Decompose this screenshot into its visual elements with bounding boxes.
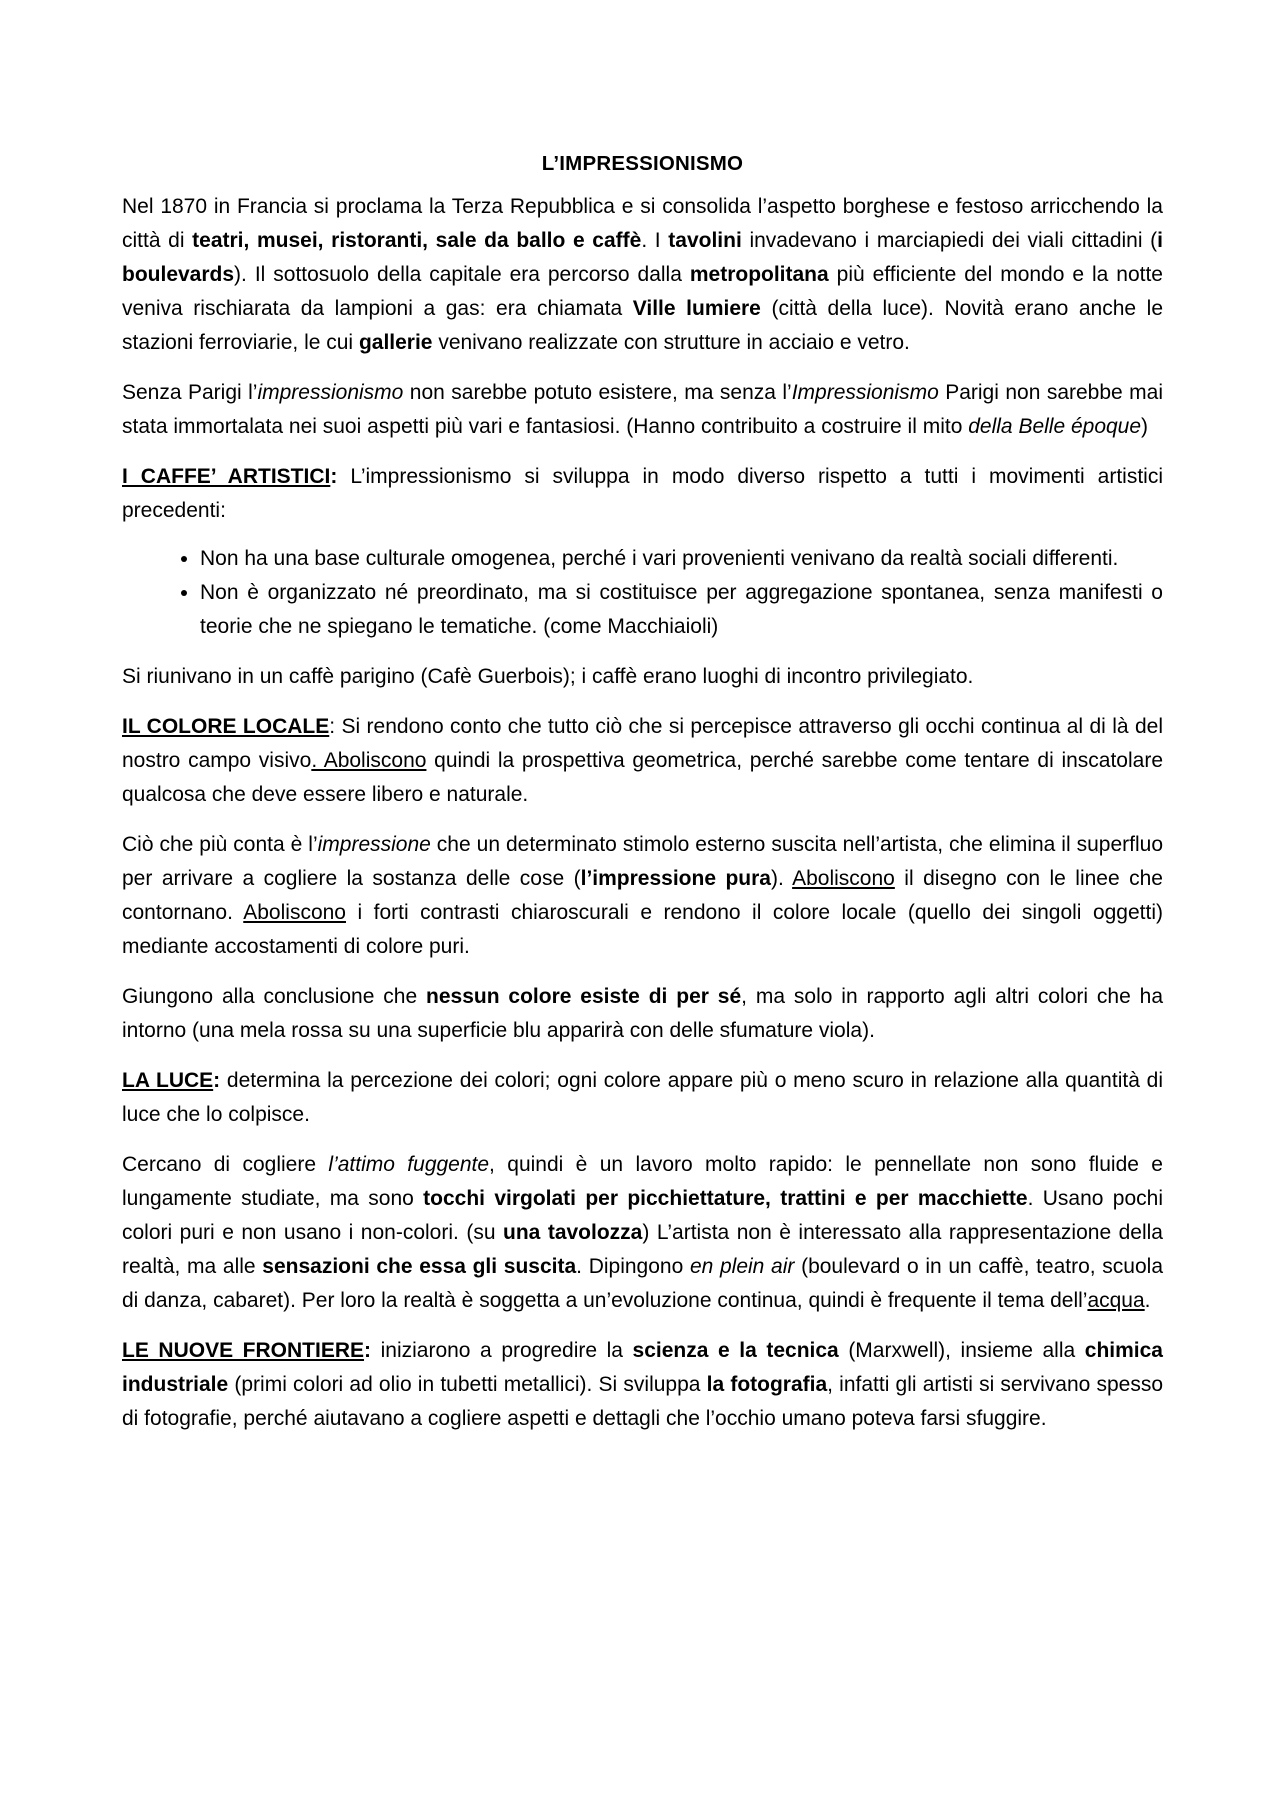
bold-text: : [213, 1069, 221, 1092]
bold-text: teatri, musei, ristoranti, sale da ballo e caffè [192, 229, 642, 252]
text: ). Il sottosuolo della capitale era percorso dalla [234, 263, 690, 286]
bold-text: i boulevards [122, 229, 1164, 286]
text: Parigi non sarebbe mai stata immortalata nei suoi aspetti più vari e fantasiosi. (Hanno contribuito a costruire il mito [122, 381, 1163, 438]
italic-text: l’attimo fuggente [328, 1153, 490, 1176]
text: Ciò che più conta è l’ [122, 833, 318, 856]
text: L’impressionismo si sviluppa in modo diverso rispetto a tutti i movimenti artistici precedenti: [122, 465, 1163, 522]
italic-text: en plein air [689, 1255, 795, 1278]
text: , quindi è un lavoro molto rapido: le pennellate non sono fluide e lungamente studiate, ma sono [122, 1153, 1163, 1210]
paragraph-paris [122, 376, 1163, 444]
text: , ma solo in rapporto agli altri colori che ha intorno (una mela rossa su una superficie blu apparirà con delle sfumature viola). [122, 985, 1163, 1042]
italic-text: della Belle époque [968, 415, 1142, 438]
bold-text: chimica industriale [122, 1339, 1163, 1396]
text: , infatti gli artisti si servivano spesso di fotografie, perché aiutavano a cogliere aspetti e dettagli che l’occhio umano poteva farsi sfuggire. [122, 1373, 1164, 1430]
bold-text: una tavolozza [503, 1221, 643, 1244]
text: ) [1141, 415, 1149, 438]
text: determina la percezione dei colori; ogni colore appare più o meno scuro in relazione alla quantità di luce che lo colpisce. [122, 1069, 1163, 1126]
text: . Usano pochi colori puri e non usano i non-colori. (su [122, 1187, 1163, 1244]
text: Giungono alla conclusione che [122, 985, 427, 1008]
text: . Dipingono [576, 1255, 690, 1278]
list-item: • Non è organizzato né preordinato, ma si costituisce per aggregazione spontanea, senza manifesti o teorie che ne spiegano le tematiche. (come Macchiaioli) [200, 576, 1163, 644]
bullet-list [122, 542, 1163, 644]
bold-text: : [364, 1339, 372, 1362]
text: . I [641, 229, 669, 252]
text: : Si rendono conto che tutto ciò che si percepisce attraverso gli occhi continua al di là del nostro campo visivo [122, 715, 1163, 772]
text: invadevano i marciapiedi dei viali cittadini ( [741, 229, 1158, 252]
list-item: • Non ha una base culturale omogenea, perché i vari provenienti venivano da realtà sociali differenti. [200, 542, 1163, 576]
text: il disegno con le linee che contornano. [122, 867, 1163, 924]
paragraph-intro [122, 190, 1163, 360]
section-heading: I CAFFE’ ARTISTICI [122, 465, 331, 488]
text: i forti contrasti chiaroscurali e rendono il colore locale (quello dei singoli oggetti) mediante accostamenti di colore puri. [122, 901, 1163, 958]
bold-text: Ville lumiere [632, 297, 761, 320]
text: (Marxwell), insieme alla [838, 1339, 1085, 1362]
italic-text: impressione [317, 833, 431, 856]
section-heading: LA LUCE [122, 1069, 214, 1092]
text: Nel 1870 in Francia si proclama la Terza Repubblica e si consolida l’aspetto borghese e festoso arricchendo la città di [122, 195, 1163, 252]
paragraph-conclusione [122, 980, 1163, 1048]
bold-text: gallerie [358, 331, 433, 354]
bold-text: metropolitana [689, 263, 829, 286]
text: ). [770, 867, 793, 890]
paragraph-nuove-frontiere [122, 1334, 1163, 1436]
paragraph-impressione [122, 828, 1163, 964]
underlined-text: Aboliscono [243, 901, 346, 924]
paragraph-attimo-fuggente [122, 1148, 1163, 1318]
text: ) L’artista non è interessato alla rappresentazione della realtà, ma alle [122, 1221, 1163, 1278]
text: (città della luce). Novità erano anche le stazioni ferroviarie, le cui [122, 297, 1163, 354]
text: quindi la prospettiva geometrica, perché sarebbe come tentare di inscatolare qualcosa che deve essere libero e naturale. [122, 749, 1163, 806]
bold-text: la fotografia [706, 1373, 828, 1396]
italic-text: Impressionismo [791, 381, 939, 404]
text: (boulevard o in un caffè, teatro, scuola di danza, cabaret). Per loro la realtà è soggetta a un’evoluzione continua, quindi è frequente il tema dell’ [122, 1255, 1164, 1312]
underlined-text: . Aboliscono [311, 749, 427, 772]
underlined-text: Aboliscono [792, 867, 895, 890]
text: che un determinato stimolo esterno suscita nell’artista, che elimina il superfluo per arrivare a cogliere la sostanza delle cose ( [122, 833, 1163, 890]
text: iniziarono a progredire la [371, 1339, 633, 1362]
text: non sarebbe potuto esistere, ma senza l’ [403, 381, 792, 404]
bold-text: sensazioni che essa gli suscita [262, 1255, 577, 1278]
section-heading: IL COLORE LOCALE [122, 715, 330, 738]
bold-text: scienza e la tecnica [632, 1339, 839, 1362]
underlined-text: acqua [1087, 1289, 1145, 1312]
bold-text: nessun colore esiste di per sé [426, 985, 742, 1008]
paragraph-luce [122, 1064, 1163, 1132]
text: . [1144, 1289, 1151, 1312]
italic-text: impressionismo [257, 381, 404, 404]
paragraph-caffe-artistici [122, 460, 1163, 528]
text: più efficiente del mondo e la notte veniva rischiarata da lampioni a gas: era chiamata [122, 263, 1163, 320]
bold-text: tocchi virgolati per picchiettature, trattini e per macchiette [423, 1187, 1028, 1210]
text: Cercano di cogliere [122, 1153, 329, 1176]
paragraph-colore-locale [122, 710, 1163, 812]
text: (primi colori ad olio in tubetti metallici). Si sviluppa [228, 1373, 707, 1396]
document-title: L’IMPRESSIONISMO [541, 152, 744, 175]
text: Senza Parigi l’ [122, 381, 258, 404]
section-heading: LE NUOVE FRONTIERE [122, 1339, 365, 1362]
bold-text: : [330, 465, 338, 488]
bold-text: l’impressione pura [580, 867, 771, 890]
bold-text: tavolini [668, 229, 742, 252]
text: venivano realizzate con strutture in acciaio e vetro. [432, 331, 910, 354]
paragraph-cafe-guerbois: Si riunivano in un caffè parigino (Cafè Guerbois); i caffè erano luoghi di incontro privilegiato. [122, 665, 974, 688]
